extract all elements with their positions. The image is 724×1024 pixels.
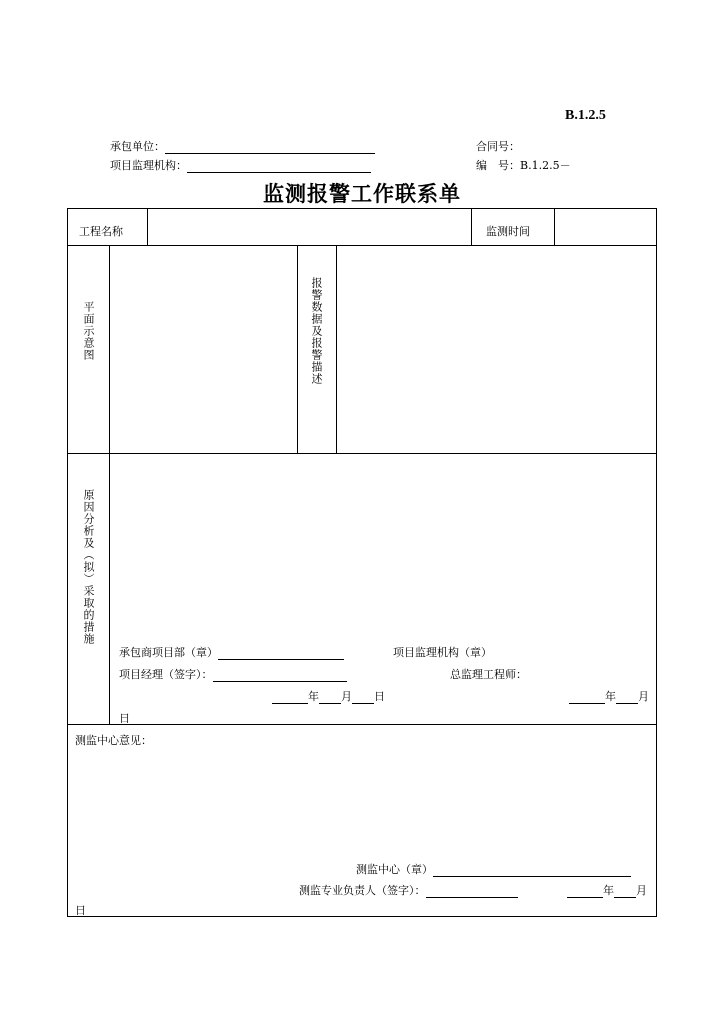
form-code: B.1.2.5: [565, 108, 606, 123]
year-field[interactable]: [569, 692, 605, 704]
contractor-field[interactable]: [165, 141, 375, 154]
monitor-time-field[interactable]: [555, 210, 655, 244]
page-title: 监测报警工作联系单: [263, 182, 461, 206]
contractor-dept-field[interactable]: [218, 648, 344, 660]
day-label: 日: [374, 690, 385, 703]
month-label: 月: [341, 690, 352, 703]
month-label: 月: [638, 690, 649, 703]
year-label: 年: [605, 690, 616, 703]
cause-label: 原因分析及（拟）采取的措施: [82, 489, 95, 645]
chief-engineer-label: 总监理工程师：: [450, 668, 527, 681]
col-divider: [471, 209, 472, 245]
day-field[interactable]: [352, 692, 374, 704]
project-manager-field[interactable]: [213, 670, 347, 682]
monitor-time-label: 监测时间: [486, 225, 530, 238]
serial-label: 编 号：B.1.2.5－: [476, 159, 571, 172]
year-label: 年: [603, 884, 614, 897]
year-field[interactable]: [567, 886, 603, 898]
center-seal-label: 测监中心（章）: [356, 863, 433, 876]
year-label: 年: [308, 690, 319, 703]
month-field[interactable]: [614, 886, 636, 898]
project-manager-label: 项目经理（签字）：: [119, 668, 213, 681]
col-divider: [297, 245, 298, 453]
center-seal-row: [356, 861, 631, 877]
plan-label: 平面示意图: [82, 301, 95, 361]
plan-field[interactable]: [110, 246, 296, 452]
month-field[interactable]: [319, 692, 341, 704]
contractor-dept-label: 承包商项目部（章）: [119, 646, 218, 659]
supervisor-org-field[interactable]: [187, 160, 371, 173]
project-name-label: 工程名称: [79, 225, 123, 238]
contractor-dept-row: [119, 644, 344, 660]
supervisor-org-label: 项目监理机构：: [110, 159, 187, 172]
project-name-field[interactable]: [148, 210, 470, 244]
day-label: 日: [119, 712, 130, 725]
month-field[interactable]: [616, 692, 638, 704]
cause-field[interactable]: [110, 454, 655, 634]
contractor-row: [110, 138, 375, 154]
specialist-field[interactable]: [426, 886, 518, 898]
date-row-1: [272, 688, 385, 704]
center-opinion-field[interactable]: [69, 749, 656, 857]
center-opinion-label: 测监中心意见：: [75, 734, 152, 747]
month-label: 月: [636, 884, 647, 897]
specialist-row: [299, 882, 518, 898]
center-seal-field[interactable]: [433, 865, 631, 877]
alarm-field[interactable]: [337, 246, 655, 452]
supervisor-org-seal-label: 项目监理机构（章）: [393, 646, 492, 659]
contractor-label: 承包单位：: [110, 140, 165, 153]
date-row-2: [569, 688, 649, 704]
contract-no-label: 合同号：: [476, 140, 520, 153]
row-divider: [68, 724, 656, 725]
date-row-3: [567, 882, 647, 898]
day-label: 日: [75, 904, 86, 917]
form-table: [67, 208, 657, 917]
alarm-label: 报警数据及报警描述: [310, 277, 323, 385]
project-manager-row: [119, 666, 347, 682]
year-field[interactable]: [272, 692, 308, 704]
specialist-label: 测监专业负责人（签字）：: [299, 884, 426, 897]
supervisor-org-row: [110, 157, 371, 173]
